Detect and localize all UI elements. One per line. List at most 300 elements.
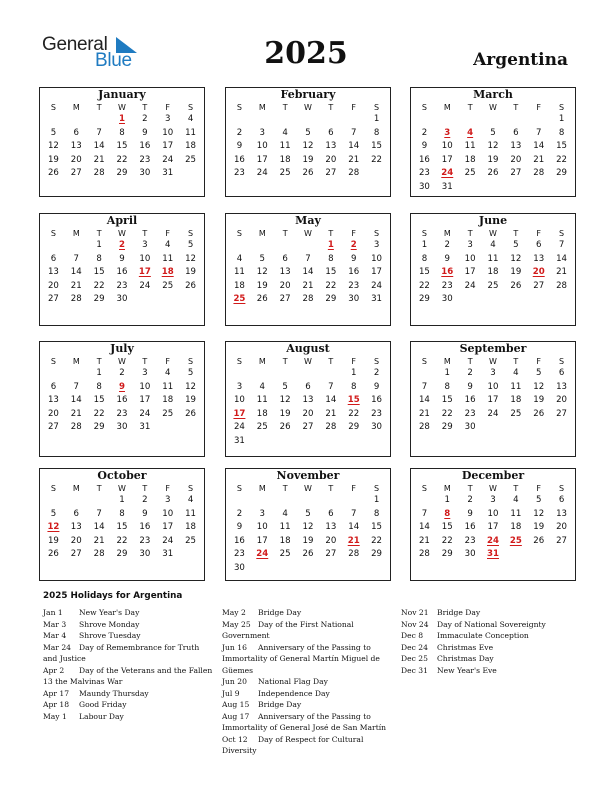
- weekday-label: T: [142, 357, 148, 366]
- weekday-label: M: [258, 229, 266, 238]
- day-cell: 29: [116, 168, 128, 179]
- day-cell: 13: [70, 522, 82, 533]
- month-june: [410, 213, 576, 326]
- weekday-label: M: [443, 103, 451, 112]
- day-cell: 5: [535, 495, 542, 505]
- holiday-name: National Flag Day: [258, 677, 328, 686]
- holiday-list-item: [43, 642, 213, 665]
- weekday-label: T: [96, 103, 102, 112]
- empty-day-cell: [42, 367, 65, 381]
- holiday-name: Bridge Day: [258, 608, 302, 617]
- day-cell: 10: [139, 381, 151, 392]
- holiday-date: Apr 2: [43, 665, 65, 675]
- day-cell: 10: [256, 141, 268, 152]
- day-cell: 23: [233, 549, 245, 560]
- day-cell: 28: [70, 422, 82, 433]
- weekday-label: S: [421, 357, 427, 366]
- day-cell: 3: [142, 368, 148, 378]
- day-cell: 14: [348, 141, 360, 152]
- day-cell: 15: [371, 141, 383, 152]
- month-title: March: [473, 88, 513, 101]
- month-title: August: [286, 342, 330, 355]
- day-cell: 9: [236, 522, 243, 533]
- day-cell: 18: [510, 395, 522, 406]
- weekday-label: M: [258, 357, 266, 366]
- day-cell: 19: [279, 408, 291, 419]
- day-cell: 21: [348, 154, 360, 165]
- day-cell: 1: [444, 495, 450, 505]
- day-cell: 30: [441, 294, 453, 305]
- day-cell: 17: [139, 395, 151, 406]
- day-cell: 10: [233, 395, 245, 406]
- holiday-date: Dec 24: [401, 642, 428, 652]
- day-cell: 16: [464, 395, 476, 406]
- holiday-name: New Year's Day: [79, 608, 140, 617]
- day-cell: 17: [487, 522, 499, 533]
- holiday-date: Dec 8: [401, 631, 424, 640]
- month-title: October: [97, 469, 147, 482]
- month-title: May: [295, 214, 321, 227]
- weekday-label: S: [50, 357, 56, 366]
- day-cell: 13: [556, 381, 568, 392]
- holiday-day-cell: 2: [350, 240, 357, 250]
- month-day-grid: [411, 483, 575, 562]
- day-cell: 30: [371, 422, 383, 433]
- empty-day-cell: [228, 113, 251, 127]
- empty-day-cell: [413, 494, 436, 508]
- holiday-list-item: [401, 630, 571, 642]
- day-cell: 18: [464, 154, 476, 165]
- day-cell: 2: [142, 114, 148, 124]
- day-cell: 23: [418, 168, 430, 179]
- day-cell: 28: [533, 168, 545, 179]
- day-cell: 8: [328, 253, 334, 264]
- weekday-label: M: [258, 484, 266, 493]
- empty-day-cell: [65, 367, 88, 381]
- holiday-date: Mar 4: [43, 631, 67, 640]
- day-cell: 21: [556, 267, 568, 278]
- day-cell: 13: [510, 141, 522, 152]
- weekday-label: M: [72, 484, 80, 493]
- empty-day-cell: [413, 113, 436, 127]
- weekday-label: W: [118, 484, 126, 493]
- holiday-name: Good Friday: [79, 700, 127, 709]
- day-cell: 23: [139, 154, 151, 165]
- day-cell: 21: [418, 408, 430, 419]
- weekday-label: S: [236, 484, 242, 493]
- month-november: [225, 468, 391, 581]
- holiday-day-cell: 15: [347, 395, 360, 406]
- day-cell: 7: [350, 508, 357, 519]
- day-cell: 11: [510, 381, 522, 392]
- day-cell: 7: [96, 508, 102, 519]
- day-cell: 17: [162, 522, 174, 533]
- weekday-label: W: [489, 357, 497, 366]
- day-cell: 29: [418, 294, 430, 305]
- holiday-list-item: [222, 734, 392, 757]
- holiday-date: Jul 9: [222, 688, 240, 698]
- day-cell: 16: [233, 535, 245, 546]
- day-cell: 26: [487, 168, 499, 179]
- day-cell: 14: [93, 522, 105, 533]
- day-cell: 4: [236, 253, 243, 264]
- day-cell: 30: [464, 422, 476, 433]
- weekday-label: T: [467, 484, 473, 493]
- day-cell: 5: [513, 240, 519, 250]
- day-cell: 19: [185, 267, 197, 278]
- day-cell: 29: [441, 422, 453, 433]
- day-cell: 19: [533, 395, 545, 406]
- weekday-label: S: [188, 103, 194, 112]
- day-cell: 19: [302, 154, 314, 165]
- holiday-date: Apr 17: [43, 688, 70, 698]
- day-cell: 17: [371, 267, 383, 278]
- empty-day-cell: [88, 113, 111, 127]
- day-cell: 8: [373, 127, 380, 138]
- day-cell: 27: [533, 280, 545, 291]
- holiday-name: Maundy Thursday: [79, 688, 149, 698]
- day-cell: 22: [556, 154, 568, 165]
- day-cell: 16: [116, 267, 128, 278]
- day-cell: 27: [510, 168, 522, 179]
- holiday-day-cell: 18: [161, 267, 174, 278]
- day-cell: 24: [233, 422, 245, 433]
- day-cell: 5: [50, 127, 57, 138]
- empty-day-cell: [274, 239, 297, 253]
- empty-day-cell: [319, 113, 342, 127]
- day-cell: 28: [348, 168, 360, 179]
- day-cell: 8: [421, 253, 428, 264]
- day-cell: 27: [556, 408, 568, 419]
- day-cell: 6: [50, 253, 57, 264]
- day-cell: 27: [279, 294, 291, 305]
- day-cell: 9: [142, 127, 148, 138]
- day-cell: 27: [302, 422, 314, 433]
- day-cell: 21: [70, 408, 82, 419]
- day-cell: 20: [325, 154, 337, 165]
- day-cell: 26: [47, 168, 59, 179]
- weekday-label: T: [282, 484, 288, 493]
- day-cell: 27: [70, 168, 82, 179]
- weekday-label: F: [536, 357, 542, 366]
- day-cell: 13: [325, 141, 337, 152]
- day-cell: 18: [185, 141, 197, 152]
- weekday-label: W: [304, 484, 312, 493]
- empty-day-cell: [65, 239, 88, 253]
- day-cell: 14: [70, 395, 82, 406]
- empty-day-cell: [88, 494, 111, 508]
- day-cell: 24: [371, 280, 383, 291]
- day-cell: 2: [236, 127, 243, 138]
- month-title: November: [276, 469, 340, 482]
- holiday-list-item: [401, 619, 571, 631]
- day-cell: 3: [236, 381, 243, 392]
- weekday-label: S: [559, 484, 565, 493]
- weekday-label: M: [443, 229, 451, 238]
- day-cell: 21: [533, 154, 545, 165]
- day-cell: 3: [490, 368, 496, 378]
- month-day-grid: [411, 102, 575, 195]
- weekday-label: S: [421, 103, 427, 112]
- logo-text-blue: Blue: [95, 50, 132, 71]
- day-cell: 29: [93, 422, 105, 433]
- holiday-day-cell: 4: [467, 127, 474, 138]
- day-cell: 5: [305, 127, 311, 138]
- month-april: [39, 213, 205, 326]
- holiday-day-cell: 16: [441, 267, 454, 278]
- weekday-label: M: [258, 103, 266, 112]
- day-cell: 20: [556, 522, 568, 533]
- day-cell: 8: [96, 381, 102, 392]
- day-cell: 16: [233, 154, 245, 165]
- day-cell: 22: [418, 280, 430, 291]
- day-cell: 14: [418, 522, 430, 533]
- weekday-label: T: [467, 229, 473, 238]
- day-cell: 6: [558, 368, 565, 378]
- day-cell: 11: [233, 267, 245, 278]
- day-cell: 31: [162, 549, 174, 560]
- day-cell: 12: [510, 253, 522, 264]
- weekday-label: S: [374, 357, 380, 366]
- holiday-date: Oct 12: [222, 734, 248, 744]
- day-cell: 3: [164, 495, 171, 505]
- day-cell: 30: [116, 294, 128, 305]
- weekday-label: T: [467, 357, 473, 366]
- day-cell: 23: [441, 280, 453, 291]
- day-cell: 26: [533, 408, 545, 419]
- day-cell: 19: [533, 522, 545, 533]
- empty-day-cell: [297, 239, 320, 253]
- day-cell: 28: [70, 294, 82, 305]
- weekday-label: S: [559, 103, 565, 112]
- month-day-grid: [40, 356, 204, 435]
- day-cell: 18: [510, 522, 522, 533]
- weekday-label: T: [142, 103, 148, 112]
- day-cell: 8: [119, 508, 125, 519]
- month-day-grid: [226, 356, 390, 449]
- month-may: [225, 213, 391, 326]
- day-cell: 12: [533, 381, 545, 392]
- day-cell: 24: [256, 168, 268, 179]
- day-cell: 7: [421, 508, 428, 519]
- month-day-grid: [40, 102, 204, 181]
- day-cell: 28: [325, 422, 337, 433]
- day-cell: 2: [467, 495, 473, 505]
- day-cell: 11: [487, 253, 499, 264]
- empty-day-cell: [413, 367, 436, 381]
- weekday-label: T: [328, 229, 334, 238]
- holiday-list-item: [43, 699, 213, 711]
- day-cell: 4: [282, 127, 288, 138]
- day-cell: 26: [185, 408, 197, 419]
- day-cell: 16: [348, 267, 360, 278]
- month-day-grid: [226, 483, 390, 576]
- day-cell: 1: [444, 368, 450, 378]
- page-title-year: 2025: [264, 36, 348, 71]
- day-cell: 13: [533, 253, 545, 264]
- day-cell: 24: [487, 408, 499, 419]
- month-january: [39, 87, 205, 197]
- day-cell: 6: [558, 495, 565, 505]
- empty-day-cell: [65, 494, 88, 508]
- day-cell: 22: [116, 154, 128, 165]
- holiday-day-cell: 17: [233, 408, 246, 419]
- day-cell: 17: [256, 154, 268, 165]
- day-cell: 4: [164, 368, 171, 378]
- weekday-label: F: [351, 357, 357, 366]
- day-cell: 5: [282, 381, 288, 392]
- weekday-label: T: [513, 357, 519, 366]
- empty-day-cell: [297, 113, 320, 127]
- day-cell: 13: [556, 508, 568, 519]
- month-day-grid: [226, 102, 390, 181]
- weekday-label: T: [142, 484, 148, 493]
- day-cell: 24: [139, 280, 151, 291]
- holiday-name: Day of the Veterans and the Fallen 13 the Malvinas War: [43, 665, 213, 686]
- day-cell: 24: [162, 535, 174, 546]
- day-cell: 8: [119, 127, 125, 138]
- day-cell: 28: [302, 294, 314, 305]
- day-cell: 18: [233, 280, 245, 291]
- weekday-label: S: [188, 357, 194, 366]
- empty-day-cell: [42, 494, 65, 508]
- holiday-name: Independence Day: [258, 688, 330, 698]
- day-cell: 5: [305, 508, 311, 519]
- day-cell: 1: [421, 240, 428, 250]
- empty-day-cell: [228, 367, 251, 381]
- weekday-label: S: [559, 357, 565, 366]
- day-cell: 20: [302, 408, 314, 419]
- holiday-list-item: [43, 665, 213, 688]
- holiday-list-item: [222, 607, 392, 619]
- weekday-label: W: [118, 229, 126, 238]
- day-cell: 1: [373, 114, 380, 124]
- weekday-label: F: [536, 484, 542, 493]
- country-name: Argentina: [473, 50, 568, 70]
- day-cell: 13: [47, 395, 59, 406]
- day-cell: 26: [302, 168, 314, 179]
- holiday-list-item: [401, 607, 571, 619]
- month-title: July: [110, 342, 134, 355]
- day-cell: 6: [282, 253, 288, 264]
- weekday-label: F: [165, 484, 171, 493]
- day-cell: 29: [441, 549, 453, 560]
- day-cell: 20: [47, 408, 59, 419]
- day-cell: 19: [47, 154, 59, 165]
- logo-text-general: General: [42, 34, 108, 55]
- day-cell: 9: [350, 253, 357, 264]
- weekday-label: T: [513, 103, 519, 112]
- holiday-day-cell: 25: [233, 294, 246, 305]
- holiday-list-item: [401, 642, 571, 654]
- day-cell: 24: [162, 154, 174, 165]
- day-cell: 12: [302, 141, 314, 152]
- weekday-label: W: [489, 484, 497, 493]
- day-cell: 12: [279, 395, 291, 406]
- day-cell: 19: [47, 535, 59, 546]
- day-cell: 29: [116, 549, 128, 560]
- day-cell: 4: [187, 495, 194, 505]
- empty-day-cell: [251, 113, 274, 127]
- day-cell: 28: [556, 280, 568, 291]
- day-cell: 22: [441, 535, 453, 546]
- day-cell: 16: [139, 141, 151, 152]
- day-cell: 26: [302, 549, 314, 560]
- month-day-grid: [226, 228, 390, 307]
- day-cell: 27: [556, 535, 568, 546]
- day-cell: 15: [325, 267, 337, 278]
- day-cell: 25: [185, 535, 197, 546]
- day-cell: 21: [93, 535, 105, 546]
- weekday-label: W: [304, 229, 312, 238]
- month-december: [410, 468, 576, 581]
- day-cell: 8: [96, 253, 102, 264]
- day-cell: 30: [139, 168, 151, 179]
- day-cell: 4: [513, 495, 519, 505]
- holiday-name: Christmas Eve: [437, 642, 494, 652]
- day-cell: 9: [236, 141, 243, 152]
- month-title: September: [459, 342, 527, 355]
- weekday-label: T: [142, 229, 148, 238]
- holiday-list-item: [222, 699, 392, 711]
- day-cell: 31: [162, 168, 174, 179]
- day-cell: 12: [302, 522, 314, 533]
- holiday-name: Shrove Monday: [79, 619, 140, 629]
- day-cell: 1: [96, 240, 102, 250]
- holiday-list-item: [222, 711, 392, 734]
- weekday-label: S: [421, 484, 427, 493]
- holiday-date: Jun 16: [222, 642, 247, 652]
- holiday-list-item: [43, 630, 213, 642]
- day-cell: 15: [93, 267, 105, 278]
- holiday-date: Nov 21: [401, 608, 429, 617]
- empty-day-cell: [251, 239, 274, 253]
- month-day-grid: [40, 228, 204, 307]
- holiday-list-column-3: [401, 607, 571, 676]
- empty-day-cell: [274, 367, 297, 381]
- day-cell: 6: [73, 127, 79, 138]
- day-cell: 26: [533, 535, 545, 546]
- weekday-label: S: [236, 229, 242, 238]
- holiday-date: May 1: [43, 711, 67, 721]
- day-cell: 16: [139, 522, 151, 533]
- holiday-date: Jun 20: [222, 677, 247, 686]
- day-cell: 12: [185, 381, 197, 392]
- weekday-label: S: [50, 103, 56, 112]
- empty-day-cell: [297, 494, 320, 508]
- day-cell: 15: [441, 395, 453, 406]
- weekday-label: F: [351, 484, 357, 493]
- day-cell: 19: [510, 267, 522, 278]
- day-cell: 3: [164, 114, 171, 124]
- weekday-label: T: [513, 229, 519, 238]
- weekday-label: W: [118, 103, 126, 112]
- day-cell: 20: [556, 395, 568, 406]
- day-cell: 7: [73, 381, 79, 392]
- day-cell: 14: [302, 267, 314, 278]
- day-cell: 17: [487, 395, 499, 406]
- weekday-label: T: [96, 357, 102, 366]
- month-day-grid: [411, 356, 575, 435]
- empty-day-cell: [482, 113, 505, 127]
- day-cell: 28: [93, 549, 105, 560]
- day-cell: 15: [93, 395, 105, 406]
- day-cell: 16: [418, 154, 430, 165]
- day-cell: 31: [233, 435, 245, 446]
- day-cell: 6: [513, 127, 519, 138]
- holidays-title: 2025 Holidays for Argentina: [43, 591, 183, 601]
- weekday-label: M: [72, 229, 80, 238]
